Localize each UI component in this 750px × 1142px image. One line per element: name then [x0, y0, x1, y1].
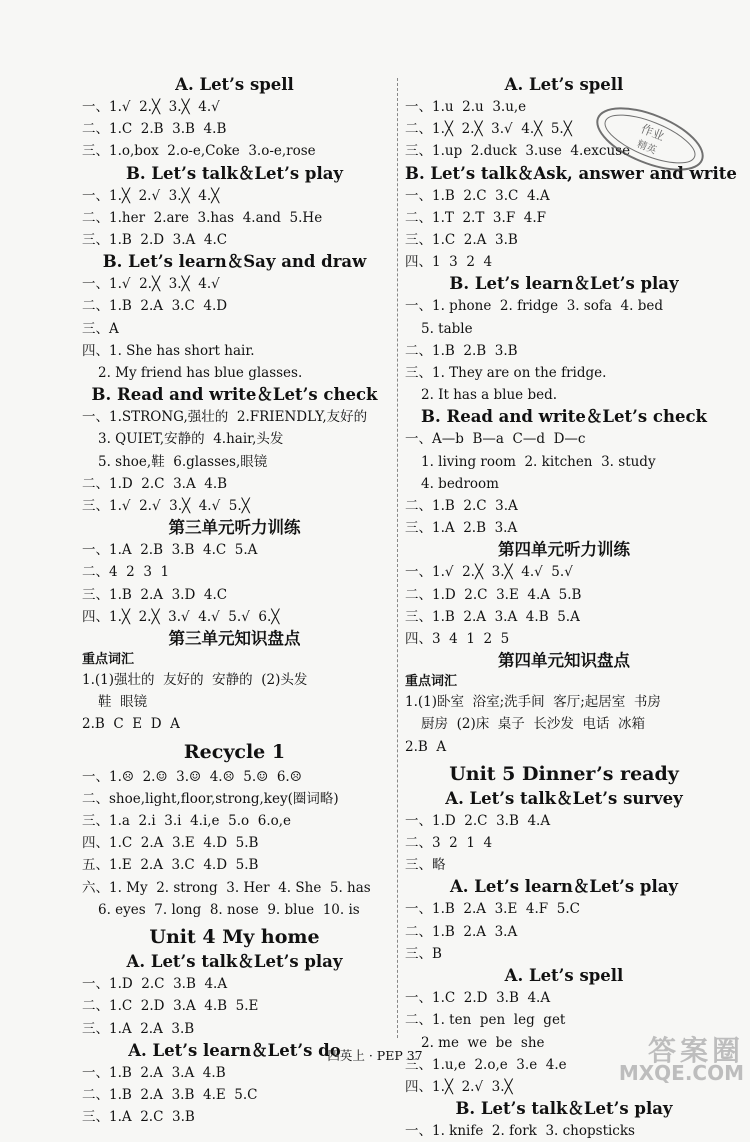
answer-line: 2.B A — [405, 738, 447, 755]
answer-line: 三、B — [405, 945, 442, 962]
answer-line: 三、略 — [405, 857, 446, 874]
answer-line: 二、1.D 2.C 3.E 4.A 5.B — [405, 586, 582, 603]
answer-line: 四、1.C 2.A 3.E 4.D 5.B — [82, 835, 259, 852]
stamp-text-2: 精英 — [635, 138, 658, 157]
section-heading: B. Read and write＆Let’s check — [421, 407, 707, 427]
answer-line: 三、1.C 2.A 3.B — [405, 232, 518, 249]
answer-line: 二、1.her 2.are 3.has 4.and 5.He — [82, 209, 323, 226]
answer-line: 一、A—b B—a C—d D—c — [405, 431, 586, 448]
section-heading: B. Let’s talk＆Let’s play — [125, 163, 344, 183]
answer-line: 四、1.╳ 2.√ 3.╳ — [405, 1078, 513, 1095]
answer-line-continued: 厨房 (2)床 桌子 长沙发 电话 冰箱 — [421, 716, 646, 733]
answer-line: 三、1.A 2.C 3.B — [82, 1109, 195, 1126]
answer-line: 一、1.STRONG,强壮的 2.FRIENDLY,友好的 — [82, 409, 368, 426]
subsection-label: 重点词汇 — [82, 652, 135, 668]
section-heading: B. Let’s talk＆Let’s play — [455, 1099, 673, 1119]
answer-line: 三、1.√ 2.√ 3.╳ 4.√ 5.╳ — [82, 498, 250, 515]
section-heading: A. Let’s spell — [504, 966, 624, 986]
answer-line: 一、1.D 2.C 3.B 4.A — [405, 812, 551, 829]
answer-line: 二、1.B 2.C 3.A — [405, 498, 518, 515]
section-heading: B. Let’s learn＆Let’s play — [449, 274, 679, 294]
answer-line: 四、1 3 2 4 — [405, 254, 493, 271]
answer-line: 一、1.D 2.C 3.B 4.A — [82, 976, 228, 993]
answer-line: 1.(1)强壮的 友好的 安静的 (2)头发 — [82, 672, 308, 689]
answer-line: 二、1.C 2.B 3.B 4.B — [82, 121, 227, 138]
answer-line: 一、1.√ 2.╳ 3.╳ 4.√ — [82, 276, 220, 293]
section-heading: A. Let’s talk＆Let’s play — [126, 952, 343, 972]
section-heading: 第三单元知识盘点 — [168, 629, 301, 649]
answer-line: 二、3 2 1 4 — [405, 835, 493, 852]
answer-line-continued: 鞋 眼镜 — [98, 694, 148, 711]
unit-heading: Recycle 1 — [183, 740, 286, 763]
section-heading: B. Let’s talk＆Ask, answer and write — [405, 163, 737, 183]
section-heading: 第四单元知识盘点 — [498, 651, 630, 671]
answer-line-continued: 5. table — [421, 320, 473, 337]
answer-line: 1.(1)卧室 浴室;洗手间 客厅;起居室 书房 — [405, 694, 661, 711]
answer-line-continued: 2. My friend has blue glasses. — [98, 365, 303, 382]
answer-line: 二、shoe,light,floor,strong,key(圈词略) — [82, 790, 339, 807]
answer-line: 一、1.B 2.A 3.A 4.B — [82, 1064, 226, 1081]
section-heading: B. Let’s learn＆Say and draw — [102, 252, 367, 272]
section-heading: A. Let’s learn＆Let’s do — [128, 1040, 341, 1060]
answer-line: 三、1.A 2.B 3.A — [405, 520, 518, 537]
section-heading: A. Let’s learn＆Let’s play — [449, 877, 679, 897]
answer-line: 二、1.╳ 2.╳ 3.√ 4.╳ 5.╳ — [405, 121, 572, 138]
unit-heading: Unit 4 My home — [149, 926, 320, 949]
answer-line: 三、1.up 2.duck 3.use 4.excuse — [405, 143, 631, 160]
section-heading: A. Let’s spell — [504, 75, 624, 94]
answer-line-continued: 1. living room 2. kitchen 3. study — [421, 453, 656, 470]
answer-line: 四、3 4 1 2 5 — [405, 631, 510, 648]
answer-line: 一、1.A 2.B 3.B 4.C 5.A — [82, 542, 258, 559]
answer-line: 二、1.B 2.A 3.A — [405, 923, 518, 940]
watermark-url: MXQE.COM — [618, 1061, 744, 1085]
answer-line: 二、1.C 2.D 3.A 4.B 5.E — [82, 998, 259, 1015]
answer-line: 一、1. knife 2. fork 3. chopsticks — [405, 1123, 635, 1140]
answer-line-continued: 6. eyes 7. long 8. nose 9. blue 10. is — [98, 901, 360, 918]
answer-line: 三、1.B 2.A 3.D 4.C — [82, 586, 228, 603]
unit-heading: Unit 5 Dinner’s ready — [449, 762, 679, 785]
answer-line: 六、1. My 2. strong 3. Her 4. She 5. has — [82, 879, 371, 896]
answer-line: 一、1. phone 2. fridge 3. sofa 4. bed — [405, 298, 663, 315]
answer-line: 三、A — [82, 320, 119, 337]
answer-line-continued: 3. QUIET,安静的 4.hair,头发 — [98, 431, 284, 448]
answer-line: 一、1.√ 2.╳ 3.╳ 4.√ 5.√ — [405, 564, 573, 581]
page-footer: 四英上 · PEP 37 — [327, 1048, 423, 1063]
answer-line: 三、1.B 2.A 3.A 4.B 5.A — [405, 608, 580, 625]
answer-line: 三、1.a 2.i 3.i 4.i,e 5.o 6.o,e — [82, 813, 292, 830]
answer-line: 四、1.╳ 2.╳ 3.√ 4.√ 5.√ 6.╳ — [82, 608, 280, 625]
answer-line: 一、1.☹ 2.☺ 3.☺ 4.☹ 5.☺ 6.☹ — [82, 768, 302, 785]
answer-line-continued: 2. me we be she — [421, 1034, 545, 1051]
answer-line: 五、1.E 2.A 3.C 4.D 5.B — [82, 857, 259, 874]
answer-line: 二、1.D 2.C 3.A 4.B — [82, 475, 228, 492]
answer-line: 二、1.T 2.T 3.F 4.F — [405, 209, 547, 226]
answer-line: 一、1.B 2.A 3.E 4.F 5.C — [405, 901, 580, 918]
answer-line: 一、1.√ 2.╳ 3.╳ 4.√ — [82, 99, 220, 115]
right-column — [405, 74, 737, 1142]
answer-line-continued: 2. It has a blue bed. — [421, 387, 558, 404]
answer-line: 一、1.u 2.u 3.u,e — [405, 99, 527, 115]
answer-line: 二、1.B 2.B 3.B — [405, 342, 518, 359]
answer-line: 三、1.o,box 2.o-e,Coke 3.o-e,rose — [82, 143, 316, 160]
watermark — [618, 1034, 744, 1085]
answer-line: 二、1. ten pen leg get — [405, 1012, 566, 1029]
answer-line: 二、4 2 3 1 — [82, 564, 170, 581]
section-heading: A. Let’s spell — [175, 75, 294, 94]
answer-line: 三、1.B 2.D 3.A 4.C — [82, 232, 228, 249]
answer-line: 一、1.╳ 2.√ 3.╳ 4.╳ — [82, 187, 220, 204]
answer-line: 2.B C E D A — [82, 716, 180, 733]
section-heading: 第四单元听力训练 — [498, 540, 630, 560]
answer-line: 一、1.B 2.C 3.C 4.A — [405, 187, 550, 204]
column-divider — [397, 78, 398, 1038]
stamp-text-1: 作业 — [638, 121, 667, 144]
subsection-label: 重点词汇 — [405, 674, 458, 690]
section-heading: B. Read and write＆Let’s check — [91, 385, 378, 405]
section-heading: 第三单元听力训练 — [168, 518, 301, 538]
left-column — [82, 74, 387, 1128]
answer-line-continued: 4. bedroom — [421, 475, 499, 492]
answer-line: 三、1.A 2.A 3.B — [82, 1020, 195, 1037]
answer-line: 三、1.u,e 2.o,e 3.e 4.e — [405, 1056, 567, 1073]
answer-line: 三、1. They are on the fridge. — [405, 365, 607, 382]
answer-line: 一、1.C 2.D 3.B 4.A — [405, 990, 551, 1007]
answer-line-continued: 5. shoe,鞋 6.glasses,眼镜 — [98, 453, 268, 470]
section-heading: A. Let’s talk＆Let’s survey — [445, 788, 683, 808]
answer-line: 二、1.B 2.A 3.B 4.E 5.C — [82, 1086, 258, 1103]
answer-line: 二、1.B 2.A 3.C 4.D — [82, 298, 228, 315]
answer-line: 四、1. She has short hair. — [82, 342, 255, 359]
watermark-logo: 答案圈 — [647, 1034, 744, 1067]
